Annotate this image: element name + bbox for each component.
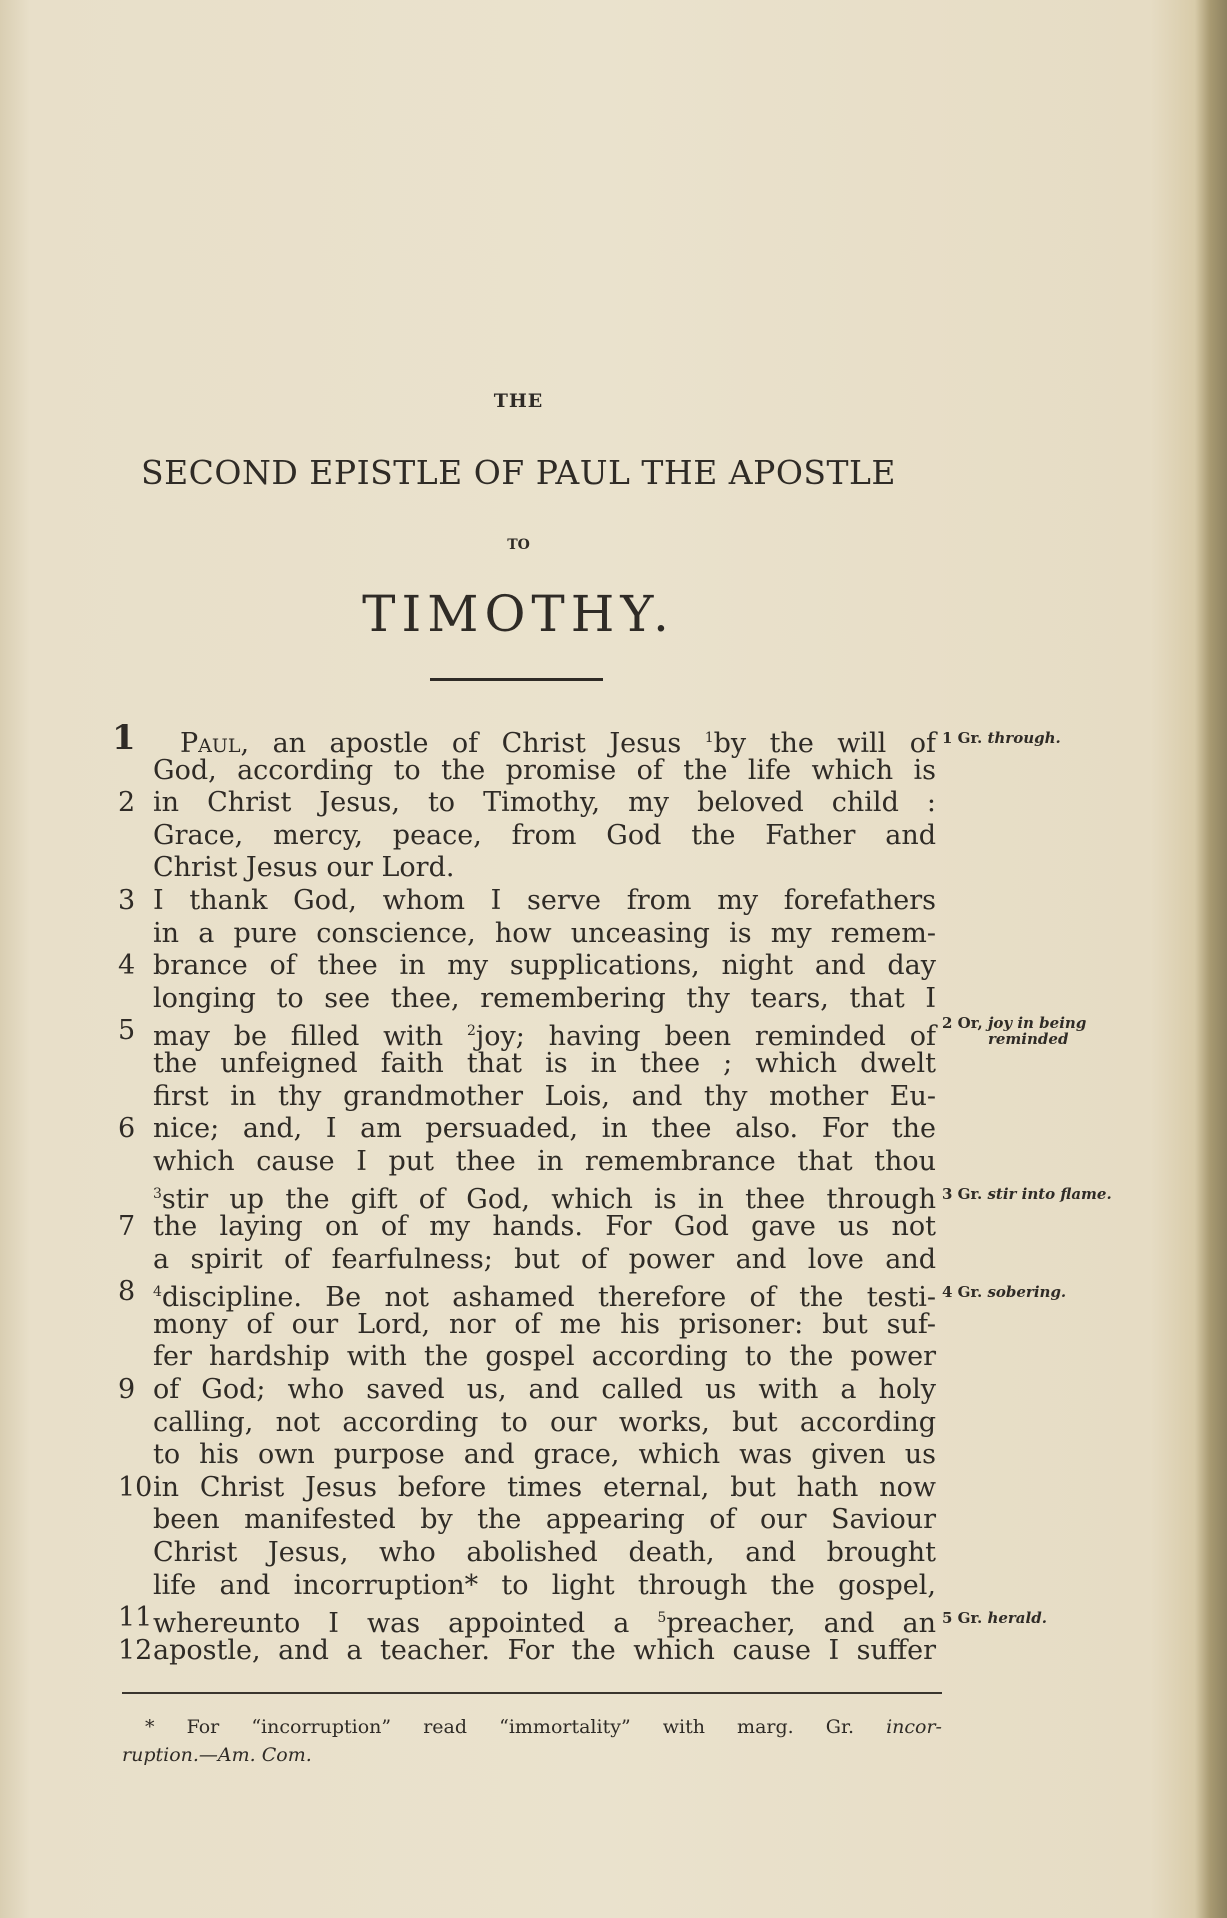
line-text: calling, not according to our works, but according [153, 1406, 936, 1438]
line-text: preacher, and an [666, 1608, 936, 1640]
verse-number: 1 [112, 718, 136, 758]
line-text: by the will of [713, 728, 936, 759]
text-line [153, 1113, 936, 1145]
line-text: the laying on of my hands. For God gave us not [153, 1211, 936, 1242]
text-line [153, 1341, 936, 1373]
line-text: been manifested by the appearing of our Saviour [153, 1504, 936, 1536]
footnote-rule [122, 1692, 942, 1694]
margin-note [942, 1284, 1066, 1300]
line-text: joy; having been reminded of [475, 1021, 937, 1053]
line-text: brance of thee in my supplications, night and day [153, 950, 936, 982]
text-line [153, 1537, 936, 1569]
margin-note [942, 1186, 1112, 1202]
line-text: , an apostle of Christ Jesus [240, 728, 705, 759]
text-line [153, 1504, 936, 1536]
text-line [153, 1407, 936, 1439]
text-line [153, 1635, 936, 1667]
verse-number: 2 [118, 787, 136, 819]
verse-number: 6 [118, 1113, 136, 1145]
text-line [153, 950, 936, 982]
line-text: may be filled with [153, 1021, 467, 1053]
text-line [153, 1244, 936, 1276]
line-text: the unfeigned faith that is in thee ; which dwelt [153, 1048, 936, 1079]
heading-to: TO [507, 537, 530, 553]
line-text: Grace, mercy, peace, from God the Father and [153, 819, 936, 851]
text-line [153, 918, 936, 950]
note-reference: 1 [704, 730, 714, 746]
margin-note-ref: 4 Gr. [942, 1283, 988, 1302]
verse-number: 3 [118, 885, 136, 916]
text-line [153, 1146, 936, 1178]
margin-note [942, 730, 1061, 746]
verse-number: 4 [118, 950, 136, 982]
line-text: of God; who saved us, and called us with a holy [153, 1374, 936, 1405]
line-text: Christ Jesus, who abolished death, and brought [153, 1537, 936, 1568]
line-text: whereunto I was appointed a [153, 1608, 658, 1640]
verse-number: 11 [118, 1602, 153, 1634]
line-text: fer hardship with the gospel according to the power [153, 1341, 936, 1373]
verse-number: 8 [118, 1276, 136, 1308]
line-text: first in thy grandmother Lois, and thy mother Eu- [153, 1080, 936, 1112]
line-text: in Christ Jesus, to Timothy, my beloved child : [153, 787, 936, 819]
verse-number: 9 [118, 1374, 136, 1405]
text-line [153, 1472, 936, 1504]
margin-note-text: stir into flame. [987, 1185, 1112, 1204]
text-line [153, 1081, 936, 1113]
footnote-text: * For “incorruption” read “immortality” with marg. Gr. [145, 1716, 854, 1738]
footnote-line-2 [122, 1742, 942, 1768]
margin-note-ref: 5 Gr. [942, 1609, 988, 1628]
text-line [153, 1211, 936, 1243]
text-line [153, 1048, 936, 1080]
note-reference: 4 [153, 1284, 162, 1301]
margin-note-text: herald. [987, 1609, 1047, 1628]
footnote-italic: incor- [886, 1716, 942, 1738]
text-line [153, 820, 936, 852]
margin-note-text: joy in being reminded [987, 1014, 1087, 1049]
line-text: God, according to the promise of the life which is [153, 754, 936, 786]
line-text: stir up the gift of God, which is in thee through [161, 1184, 936, 1216]
note-reference: 3 [153, 1186, 162, 1203]
line-text: nice; and, I am persuaded, in thee also. For the [153, 1113, 936, 1145]
text-line [153, 787, 936, 819]
line-text: Christ Jesus our Lord. [153, 852, 455, 884]
margin-note-ref: 3 Gr. [942, 1185, 988, 1204]
margin-note-ref: 1 Gr. [942, 729, 988, 747]
margin-note-text: sobering. [987, 1283, 1067, 1302]
line-text: mony of our Lord, nor of me his prisoner: but suf- [153, 1308, 936, 1340]
text-line [153, 1570, 936, 1602]
margin-note [942, 1015, 1118, 1047]
line-text: a spirit of fearfulness; but of power and love and [153, 1243, 936, 1275]
line-text: to his own purpose and grace, which was given us [153, 1439, 936, 1471]
epistle-title: SECOND EPISTLE OF PAUL THE APOSTLE [140, 453, 896, 492]
text-line [153, 885, 936, 917]
line-text: in a pure conscience, how unceasing is my remem- [153, 917, 936, 949]
line-text: in Christ Jesus before times eternal, but hath now [153, 1471, 936, 1503]
margin-note-ref: 2 Or, [942, 1014, 988, 1033]
margin-note-text: through. [987, 729, 1061, 747]
note-reference: 5 [657, 1610, 667, 1627]
text-line [153, 1439, 936, 1471]
text-line [153, 852, 936, 884]
verse-number: 10 [118, 1471, 153, 1503]
footnote-italic-2: ruption.—Am. Com. [122, 1744, 312, 1766]
book-name: TIMOTHY. [362, 585, 675, 643]
line-text: I thank God, whom I serve from my forefathers [153, 885, 936, 916]
note-reference: 2 [466, 1023, 476, 1040]
text-line [153, 983, 936, 1015]
line-text: Paul [180, 728, 241, 759]
verse-number: 12 [118, 1634, 153, 1666]
heading-the: THE [493, 390, 544, 412]
verse-number: 5 [118, 1015, 136, 1047]
line-text: which cause I put thee in remembrance that thou [153, 1145, 936, 1177]
line-text: apostle, and a teacher. For the which cause I suffer [153, 1634, 936, 1666]
margin-note [942, 1610, 1047, 1626]
text-line [153, 755, 936, 787]
verse-number: 7 [118, 1211, 136, 1242]
text-line [153, 1309, 936, 1341]
text-line [153, 1374, 936, 1406]
title-rule [430, 678, 603, 681]
footnote-line-1 [145, 1714, 942, 1740]
line-text: discipline. Be not ashamed therefore of the testi- [161, 1282, 936, 1314]
line-text: longing to see thee, remembering thy tears, that I [153, 982, 936, 1014]
line-text: life and incorruption* to light through the gospel, [153, 1569, 936, 1601]
